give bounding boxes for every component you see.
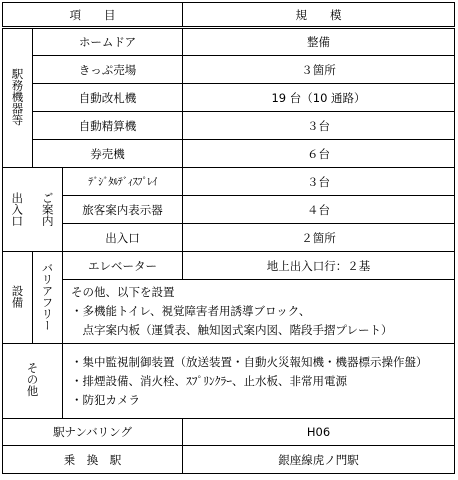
- header-scale: 規 模: [183, 3, 455, 28]
- note-line: その他、以下を設置: [71, 285, 175, 299]
- group-barrier-free: [33, 252, 63, 344]
- row-value: ３箇所: [183, 56, 455, 84]
- table-row: [3, 84, 455, 112]
- row-value: 整備: [183, 28, 455, 56]
- table-row: [3, 280, 455, 344]
- station-spec-table-wrapper: [2, 2, 455, 474]
- table-row: [3, 446, 455, 474]
- row-value: ３台: [183, 168, 455, 196]
- group-label: 駅務機器等: [10, 67, 25, 126]
- note-line: 点字案内板（運賃表、触知図式案内図、階段手摺プレート）: [71, 323, 393, 337]
- row-item: ホームドア: [33, 28, 183, 56]
- row-item: エレベーター: [63, 252, 183, 280]
- table-row: [3, 224, 455, 252]
- table-row: [3, 28, 455, 56]
- table-row: [3, 419, 455, 446]
- row-item: 自動精算機: [33, 112, 183, 140]
- row-item: ﾃﾞｼﾞﾀﾙﾃﾞｨｽﾌﾟﾚｲ: [63, 168, 183, 196]
- table-row: [3, 168, 455, 196]
- row-item: 自動改札機: [33, 84, 183, 112]
- table-row: [3, 56, 455, 84]
- group-label: ご案内: [40, 192, 55, 227]
- numbering-value: H06: [183, 419, 455, 446]
- row-value: 19 台（10 通路）: [183, 84, 455, 112]
- row-value: ３台: [183, 112, 455, 140]
- note-line: ・多機能トイレ、視覚障害者用誘導ブロック、: [71, 304, 311, 318]
- row-item: 旅客案内表示器: [63, 196, 183, 224]
- table-row: [3, 196, 455, 224]
- group-others: [3, 344, 63, 419]
- group-sub-label: 出入口: [10, 192, 25, 227]
- note-line: ・防犯カメラ: [71, 392, 140, 407]
- note-line: ・集中監視制御装置（放送装置・自動火災報知機・機器標示操作盤）: [71, 354, 428, 369]
- group-sub-label: バリアフリー: [40, 261, 55, 331]
- group-label: その他: [25, 362, 40, 397]
- row-item: 券売機: [33, 140, 183, 168]
- table-row: [3, 344, 455, 419]
- transfer-label: 乗 換 駅: [3, 446, 183, 474]
- group-guidance: [3, 168, 63, 252]
- note-line: ・排煙設備、消火栓、ｽﾌﾟﾘﾝｸﾗｰ、止水板、非常用電源: [71, 373, 347, 388]
- header-row: [3, 3, 455, 28]
- row-value: 地上出入口行：２基: [183, 252, 455, 280]
- station-spec-table: [2, 2, 455, 474]
- row-value: ４台: [183, 196, 455, 224]
- row-value: ２箇所: [183, 224, 455, 252]
- others-notes: [63, 344, 455, 419]
- row-value: ６台: [183, 140, 455, 168]
- group-label: 設備: [10, 284, 25, 308]
- group-station-equipment: [3, 28, 33, 168]
- group-facilities: [3, 252, 33, 344]
- numbering-label: 駅ナンバリング: [3, 419, 183, 446]
- transfer-value: 銀座線虎ノ門駅: [183, 446, 455, 474]
- header-item: 項 目: [3, 3, 183, 28]
- table-row: [3, 140, 455, 168]
- row-item: 出入口: [63, 224, 183, 252]
- row-item: きっぷ売場: [33, 56, 183, 84]
- table-row: [3, 112, 455, 140]
- table-row: [3, 252, 455, 280]
- barrier-free-notes: [63, 280, 455, 344]
